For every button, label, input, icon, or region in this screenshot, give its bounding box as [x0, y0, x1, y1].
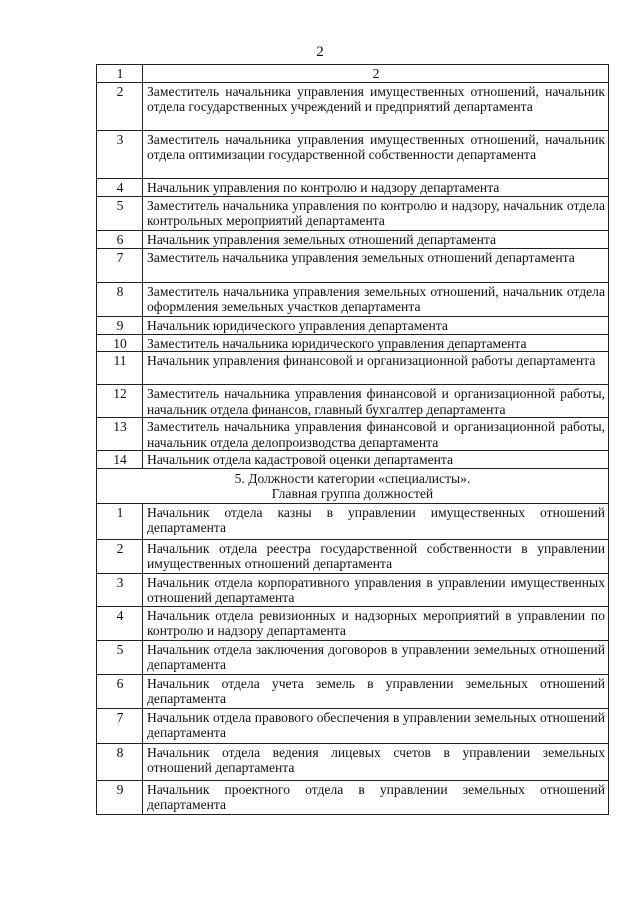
position-title: Заместитель начальника управления имущественных отношений, начальник отдела оптимизации государственной собственности департамента: [143, 130, 609, 178]
position-title: Начальник отдела корпоративного управления в управлении имущественных отношений департамента: [143, 573, 609, 606]
row-number: 12: [97, 385, 143, 418]
position-title: Начальник отдела казны в управлении имущественных отношений департамента: [143, 503, 609, 539]
page-number: 2: [316, 44, 324, 60]
header-col-position: 2: [143, 65, 609, 83]
position-title: Начальник управления по контролю и надзору департамента: [143, 178, 609, 196]
section-heading: [97, 468, 609, 503]
row-number: 5: [97, 196, 143, 230]
table-row: [97, 539, 609, 573]
table-row: [97, 573, 609, 606]
positions-table: [96, 64, 609, 815]
row-number: 6: [97, 674, 143, 708]
table-header-row: [97, 65, 609, 83]
position-title: Начальник отдела ведения лицевых счетов в управлении земельных отношений департамента: [143, 743, 609, 780]
row-number: 14: [97, 451, 143, 469]
positions-table-body: [97, 65, 609, 815]
table-row: [97, 282, 609, 316]
row-number: 2: [97, 539, 143, 573]
table-row: [97, 248, 609, 282]
position-title: Заместитель начальника юридического управления департамента: [143, 334, 609, 352]
position-title: Начальник управления земельных отношений департамента: [143, 230, 609, 248]
table-row: [97, 640, 609, 674]
row-number: 1: [97, 503, 143, 539]
row-number: 4: [97, 178, 143, 196]
position-title: Начальник отдела ревизионных и надзорных мероприятий в управлении по контролю и надзору департамента: [143, 606, 609, 640]
row-number: 11: [97, 352, 143, 385]
row-number: 13: [97, 418, 143, 451]
table-row: [97, 674, 609, 708]
table-row: [97, 606, 609, 640]
table-row: [97, 230, 609, 248]
row-number: 3: [97, 130, 143, 178]
position-title: Начальник юридического управления департамента: [143, 316, 609, 334]
table-row: [97, 334, 609, 352]
row-number: 5: [97, 640, 143, 674]
table-row: [97, 418, 609, 451]
position-title: Начальник отдела учета земель в управлении земельных отношений департамента: [143, 674, 609, 708]
position-title: Заместитель начальника управления финансовой и организационной работы, начальник отдела делопроизводства департамента: [143, 418, 609, 451]
table-row: [97, 316, 609, 334]
position-title: Заместитель начальника управления по контролю и надзору, начальник отдела контрольных мероприятий департамента: [143, 196, 609, 230]
position-title: Заместитель начальника управления земельных отношений, начальник отдела оформления земельных участков департамента: [143, 282, 609, 316]
table-row: [97, 780, 609, 814]
table-row: [97, 708, 609, 743]
row-number: 7: [97, 708, 143, 743]
table-row: [97, 130, 609, 178]
position-title: Начальник проектного отдела в управлении земельных отношений департамента: [143, 780, 609, 814]
table-row: [97, 82, 609, 130]
section-heading-row: [97, 468, 609, 503]
position-title: Начальник отдела реестра государственной собственности в управлении имущественных отношений департамента: [143, 539, 609, 573]
row-number: 8: [97, 743, 143, 780]
row-number: 9: [97, 780, 143, 814]
table-row: [97, 503, 609, 539]
table-row: [97, 178, 609, 196]
row-number: 2: [97, 82, 143, 130]
table-row: [97, 385, 609, 418]
header-col-number: 1: [97, 65, 143, 83]
position-title: Начальник отдела правового обеспечения в управлении земельных отношений департамента: [143, 708, 609, 743]
row-number: 6: [97, 230, 143, 248]
position-title: Заместитель начальника управления финансовой и организационной работы, начальник отдела финансов, главный бухгалтер департамента: [143, 385, 609, 418]
row-number: 3: [97, 573, 143, 606]
row-number: 4: [97, 606, 143, 640]
position-title: Начальник отдела кадастровой оценки департамента: [143, 451, 609, 469]
row-number: 10: [97, 334, 143, 352]
section-group-title: Главная группа должностей: [271, 486, 434, 501]
row-number: 9: [97, 316, 143, 334]
section-title: 5. Должности категории «специалисты».: [234, 470, 471, 486]
position-title: Начальник управления финансовой и организационной работы департамента: [143, 352, 609, 385]
position-title: Начальник отдела заключения договоров в управлении земельных отношений департамента: [143, 640, 609, 674]
table-row: [97, 451, 609, 469]
table-row: [97, 352, 609, 385]
row-number: 7: [97, 248, 143, 282]
table-row: [97, 196, 609, 230]
row-number: 8: [97, 282, 143, 316]
table-row: [97, 743, 609, 780]
position-title: Заместитель начальника управления земельных отношений департамента: [143, 248, 609, 282]
position-title: Заместитель начальника управления имущественных отношений, начальник отдела государственных учреждений и предприятий департамента: [143, 82, 609, 130]
